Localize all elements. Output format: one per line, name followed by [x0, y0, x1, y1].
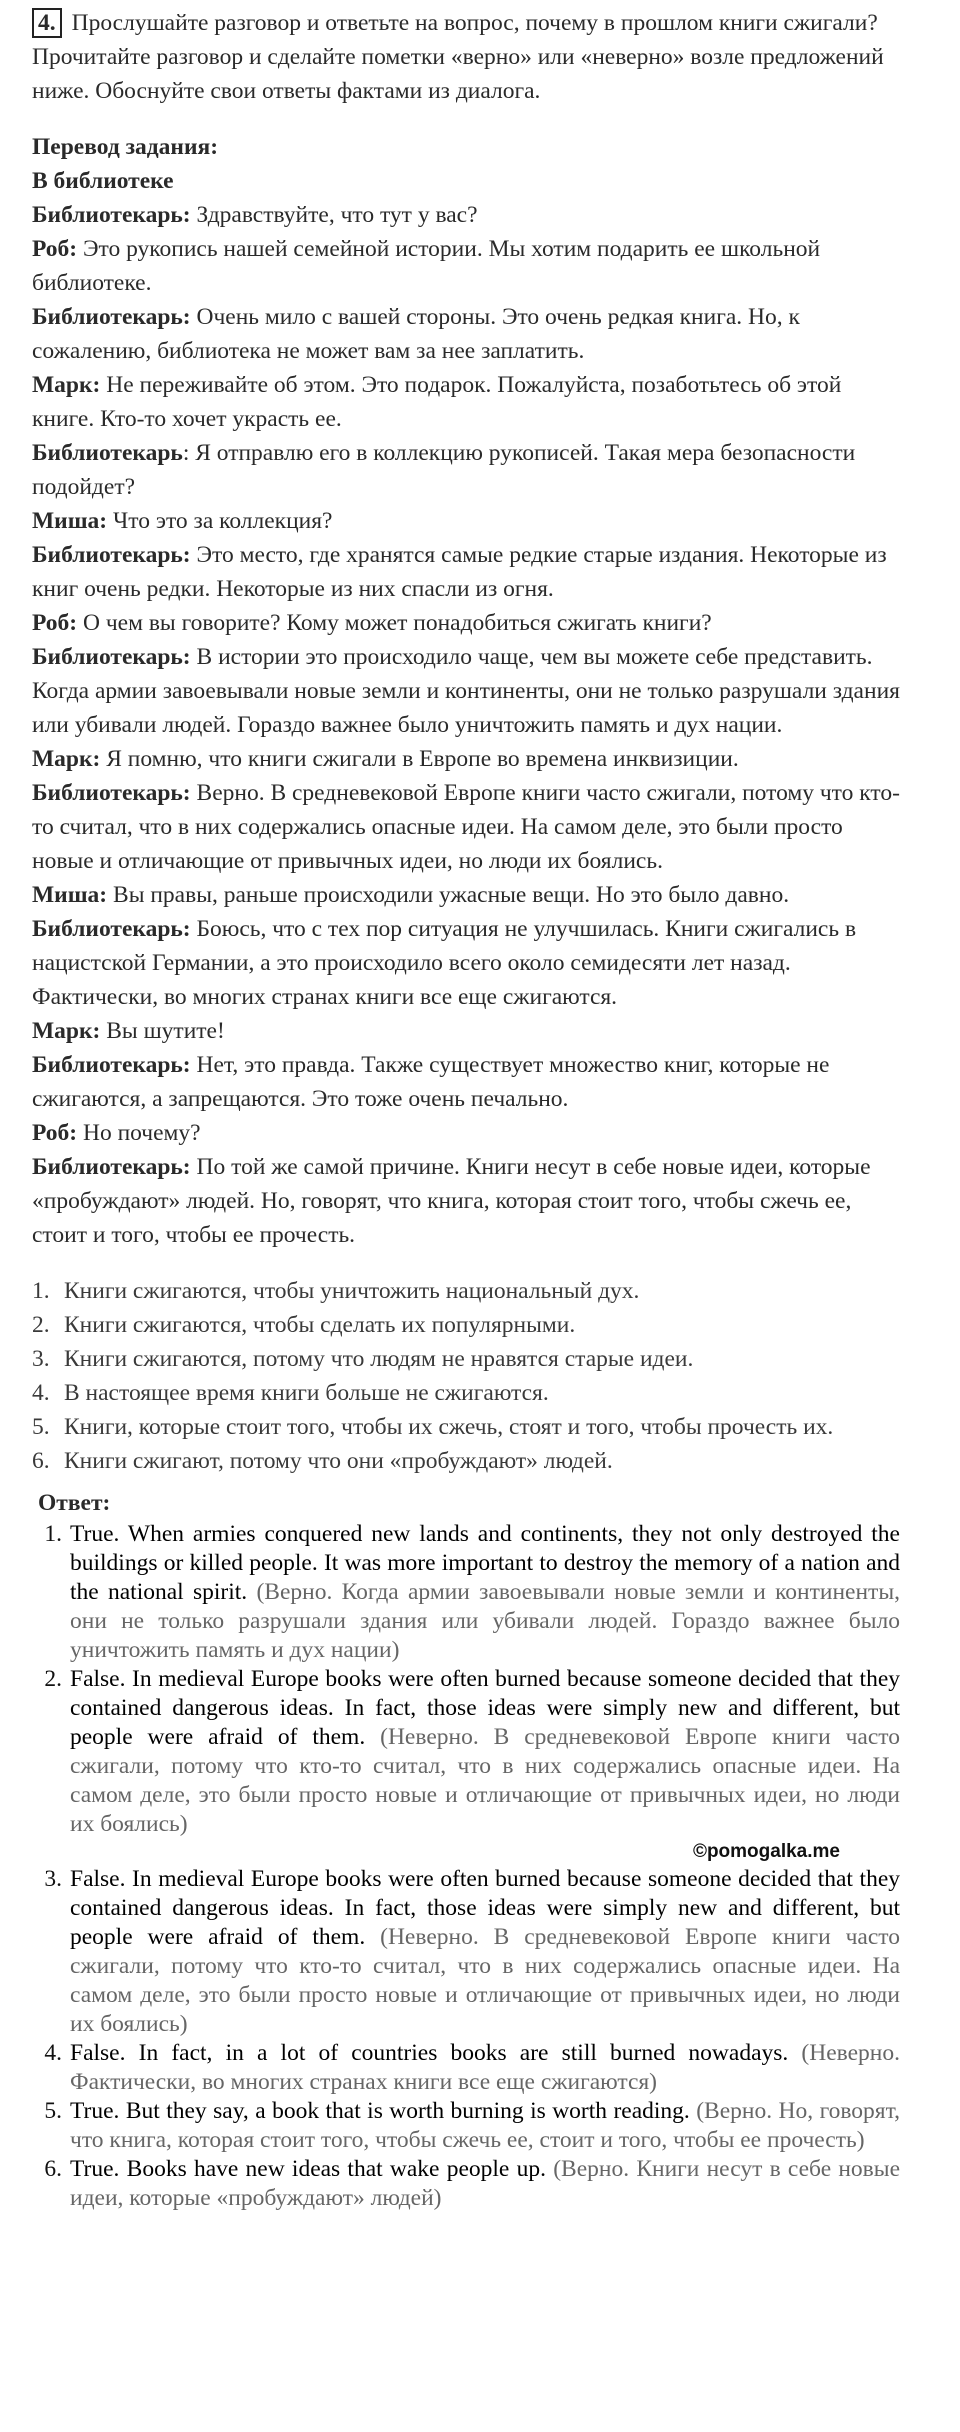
speaker: Марк: — [32, 1018, 101, 1044]
answer-number: 4. — [44, 2040, 62, 2066]
speaker: Роб: — [32, 1120, 78, 1146]
answer-number: 1. — [44, 1521, 62, 1547]
speaker: Библиотекарь: — [32, 916, 191, 942]
utterance: Я помню, что книги сжигали в Европе во времена инквизиции. — [100, 746, 739, 772]
utterance: Что это за коллекция? — [107, 508, 333, 534]
dialog-line — [32, 538, 900, 606]
statement-item — [32, 1308, 900, 1342]
utterance: Нет, это правда. Также существует множество книг, которые не сжигаются, а запрещаются. Это тоже очень печально. — [32, 1052, 830, 1112]
statement-text: Книги, которые стоит того, чтобы их сжечь, стоят и того, чтобы прочесть их. — [64, 1414, 834, 1440]
answer-body — [70, 2155, 900, 2213]
speaker: Библиотекарь: — [32, 304, 191, 330]
statement-item — [32, 1410, 900, 1444]
answer-body — [70, 1665, 900, 1839]
translation-heading: Перевод задания: — [32, 134, 219, 160]
dialog-line — [32, 878, 900, 912]
utterance: По той же самой причине. Книги несут в себе новые идеи, которые «пробуждают» людей. Но, говорят, что книга, которая стоит того, чтобы сжечь ее, стоит и того, чтобы ее прочесть. — [32, 1154, 871, 1248]
answer-russian: (Неверно. В средневековой Европе книги часто сжигали, потому что кто-то считал, что в них содержались опасные идеи. На самом деле, это были просто новые и отличающие от привычных идеи, но люди их боялись) — [70, 1924, 901, 2037]
dialog-line — [32, 232, 900, 300]
speaker: Библиотекарь: — [32, 1154, 191, 1180]
speaker: Миша: — [32, 508, 108, 534]
answer-russian: (Верно. Книги несут в себе новые идеи, которые «пробуждают» людей) — [70, 2156, 900, 2211]
statement-text: В настоящее время книги больше не сжигаются. — [64, 1380, 549, 1406]
utterance: В истории это происходило чаще, чем вы можете себе представить. Когда армии завоевывали новые земли и континенты, они не только разрушали здания или убивали людей. Гораздо важнее было уничтожить память и дух нации. — [32, 644, 900, 738]
utterance: Боюсь, что с тех пор ситуация не улучшилась. Книги сжигались в нацистской Германии, а это происходило всего около семидесяти лет назад. Фактически, во многих странах книги все еще сжигаются. — [32, 916, 857, 1010]
speaker: Миша: — [32, 882, 108, 908]
speaker: Марк: — [32, 746, 101, 772]
speaker: Библиотекарь: — [32, 780, 191, 806]
speaker: Библиотекарь — [32, 440, 183, 466]
answers-list — [32, 1520, 900, 2213]
statement-text: Книги сжигают, потому что они «пробуждают» людей. — [64, 1448, 613, 1474]
utterance: Не переживайте об этом. Это подарок. Пожалуйста, позаботьтесь об этой книге. Кто-то хочет украсть ее. — [32, 372, 842, 432]
statement-number: 4. — [32, 1380, 50, 1406]
statement-item — [32, 1376, 900, 1410]
task-instruction — [32, 6, 900, 108]
task-text: Прослушайте разговор и ответьте на вопрос, почему в прошлом книги сжигали? Прочитайте разговор и сделайте пометки «верно» или «неверно» возле предложений ниже. Обоснуйте свои ответы фактами из диалога. — [32, 10, 884, 104]
speaker: Роб: — [32, 236, 78, 262]
answer-russian: (Верно. Но, говорят, что книга, которая стоит того, чтобы сжечь ее, стоит и того, чтобы ее прочесть) — [70, 2098, 900, 2153]
speaker: Марк: — [32, 372, 101, 398]
dialog-line — [32, 912, 900, 1014]
statement-text: Книги сжигаются, чтобы уничтожить национальный дух. — [64, 1278, 640, 1304]
answer-russian: (Неверно. Фактически, во многих странах книги все еще сжигаются) — [70, 2040, 900, 2095]
dialog-line — [32, 742, 900, 776]
answer-english: False. In fact, in a lot of countries books are still burned nowadays. — [70, 2040, 789, 2066]
answer-item — [32, 1865, 900, 2039]
statement-number: 3. — [32, 1346, 50, 1372]
speaker: Библиотекарь: — [32, 542, 191, 568]
utterance: Это рукопись нашей семейной истории. Мы хотим подарить ее школьной библиотеке. — [32, 236, 821, 296]
utterance: Здравствуйте, что тут у вас? — [190, 202, 478, 228]
answer-english: False. In medieval Europe books were often burned because someone decided that they contained dangerous ideas. In fact, those ideas were simply new and different, but people were afraid of them. — [70, 1866, 900, 1950]
answer-russian: (Неверно. В средневековой Европе книги часто сжигали, потому что кто-то считал, что в них содержались опасные идеи. На самом деле, это были просто новые и отличающие от привычных идеи, но люди их боялись) — [70, 1724, 901, 1837]
answer-body — [70, 2039, 900, 2097]
answer-number: 3. — [44, 1866, 62, 1892]
dialog-line — [32, 1014, 900, 1048]
dialog-line — [32, 1150, 900, 1252]
statement-number: 5. — [32, 1414, 50, 1440]
statement-number: 2. — [32, 1312, 50, 1338]
dialog-line — [32, 606, 900, 640]
statement-item — [32, 1342, 900, 1376]
dialog-line — [32, 436, 900, 504]
statement-number: 1. — [32, 1278, 50, 1304]
dialog-line — [32, 1116, 900, 1150]
dialog-title: В библиотеке — [32, 168, 174, 194]
dialog-line — [32, 1048, 900, 1116]
dialog-line — [32, 300, 900, 368]
statement-text: Книги сжигаются, чтобы сделать их популярными. — [64, 1312, 576, 1338]
utterance: Верно. В средневековой Европе книги часто сжигали, потому что кто-то считал, что в них содержались опасные идеи. На самом деле, это были просто новые и отличающие от привычных идеи, но люди их боялись. — [32, 780, 900, 874]
utterance: Вы шутите! — [100, 1018, 225, 1044]
utterance: Но почему? — [77, 1120, 201, 1146]
answer-english: True. When armies conquered new lands and continents, they not only destroyed the buildings or killed people. It was more important to destroy the memory of a nation and the national spirit. — [70, 1521, 900, 1605]
speaker: Библиотекарь: — [32, 644, 191, 670]
answer-english: True. Books have new ideas that wake people up. — [70, 2156, 546, 2182]
answer-item — [32, 2155, 900, 2213]
speaker: Роб: — [32, 610, 78, 636]
answer-body — [70, 1865, 900, 2039]
utterance: Очень мило с вашей стороны. Это очень редкая книга. Но, к сожалению, библиотека не может вам за нее заплатить. — [32, 304, 800, 364]
statements-list — [32, 1274, 900, 1478]
statement-number: 6. — [32, 1448, 50, 1474]
dialog-line — [32, 198, 900, 232]
dialog — [32, 198, 900, 1252]
answer-item — [32, 1520, 900, 1665]
utterance: : Я отправлю его в коллекцию рукописей. Такая мера безопасности подойдет? — [32, 440, 856, 500]
speaker: Библиотекарь: — [32, 202, 191, 228]
dialog-line — [32, 776, 900, 878]
dialog-line — [32, 368, 900, 436]
utterance: Вы правы, раньше происходили ужасные вещи. Но это было давно. — [107, 882, 790, 908]
answer-english: False. In medieval Europe books were often burned because someone decided that they contained dangerous ideas. In fact, those ideas were simply new and different, but people were afraid of them. — [70, 1666, 900, 1750]
dialog-line — [32, 504, 900, 538]
answer-item — [32, 1665, 900, 1839]
site-watermark: ©pomogalka.me — [692, 1841, 840, 1862]
utterance: О чем вы говорите? Кому может понадобиться сжигать книги? — [77, 610, 712, 636]
answer-heading: Ответ: — [38, 1490, 111, 1516]
answer-english: True. But they say, a book that is worth burning is worth reading. — [70, 2098, 690, 2124]
answer-number: 5. — [44, 2098, 62, 2124]
statement-item — [32, 1444, 900, 1478]
statement-text: Книги сжигаются, потому что людям не нравятся старые идеи. — [64, 1346, 694, 1372]
dialog-line — [32, 640, 900, 742]
answer-body — [70, 1520, 900, 1665]
answer-number: 2. — [44, 1666, 62, 1692]
statement-item — [32, 1274, 900, 1308]
answer-russian: (Верно. Когда армии завоевывали новые земли и континенты, они не только разрушали здания или убивали людей. Гораздо важнее было уничтожить память и дух нации) — [70, 1579, 900, 1663]
answer-item — [32, 2097, 900, 2155]
answer-item — [32, 2039, 900, 2097]
answer-body — [70, 2097, 900, 2155]
answer-number: 6. — [44, 2156, 62, 2182]
task-number: 4. — [32, 8, 62, 38]
utterance: Это место, где хранятся самые редкие старые издания. Некоторые из книг очень редки. Некоторые из них спасли из огня. — [32, 542, 887, 602]
speaker: Библиотекарь: — [32, 1052, 191, 1078]
